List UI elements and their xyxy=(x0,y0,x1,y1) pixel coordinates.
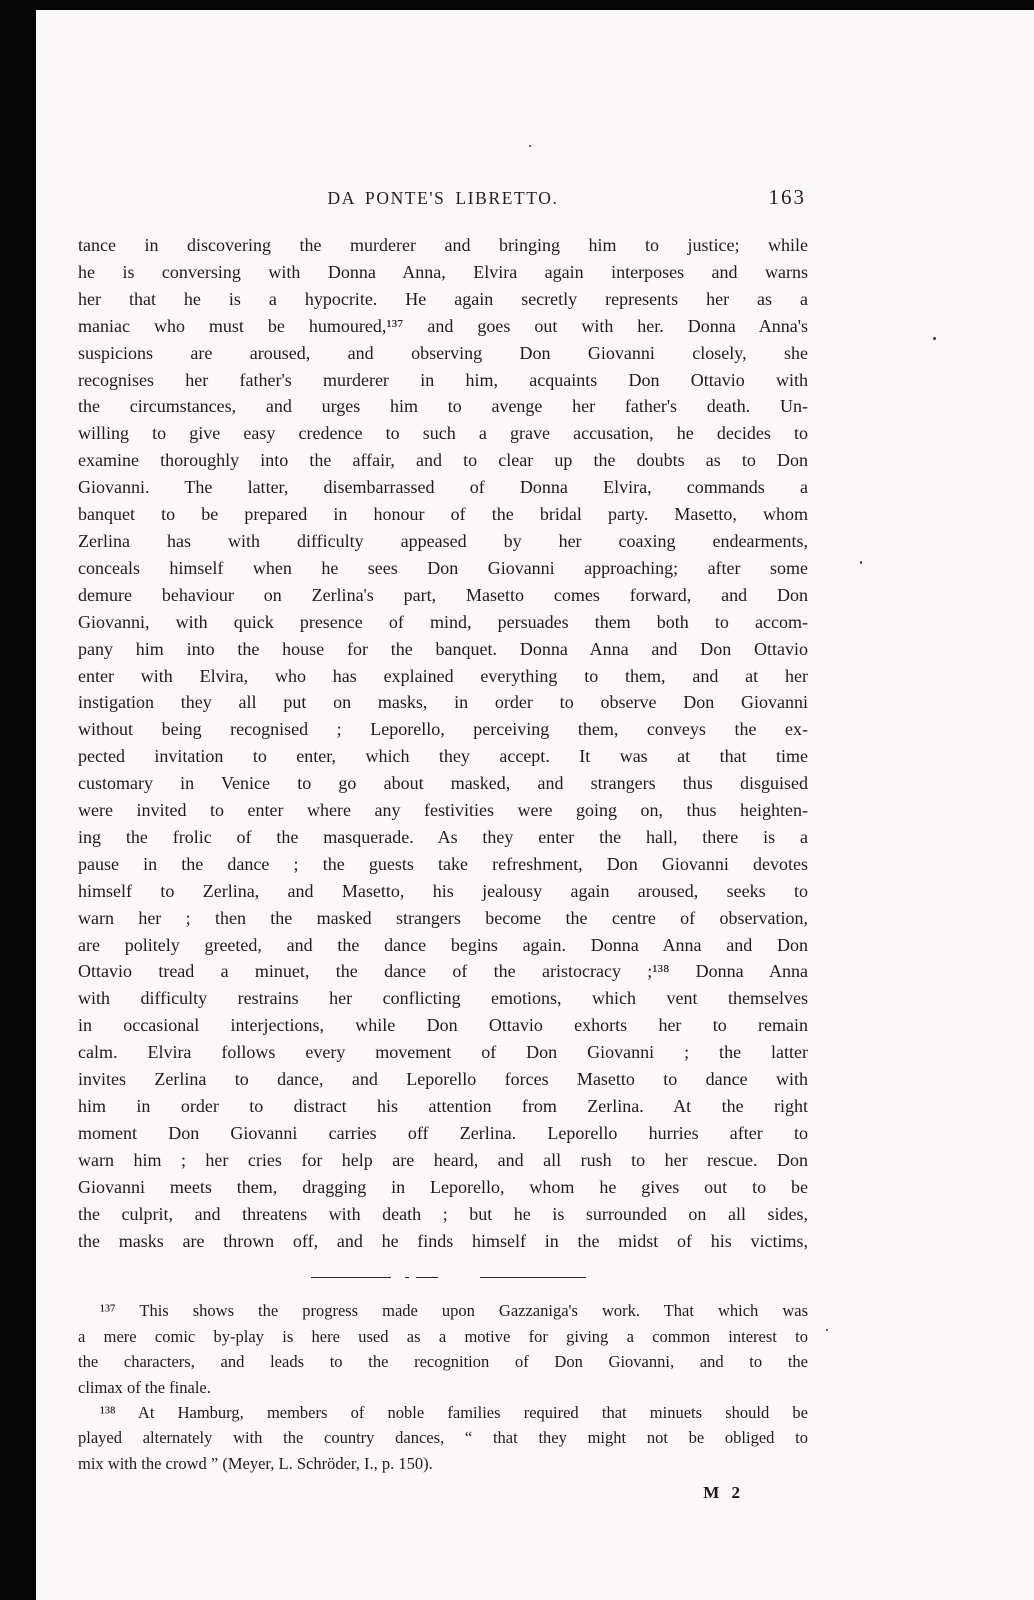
footnote-line: a mere comic by-play is here used as a motive for giving a common interest to xyxy=(78,1326,808,1346)
text-line: her that he is a hypocrite. He again secretly represents her as a xyxy=(78,288,808,309)
page-number: 163 xyxy=(768,185,806,209)
text-line: him in order to distract his attention from Zerlina. At the right xyxy=(78,1096,808,1116)
footnote-line: ¹³⁷ This shows the progress made upon Gazzaniga's work. That which was xyxy=(100,1301,808,1321)
text-line: pany him into the house for the banquet. Donna Anna and Don Ottavio xyxy=(78,638,808,659)
text-line: recognises her father's murderer in him, acquaints Don Ottavio with xyxy=(78,369,808,390)
footnote-1 xyxy=(78,1298,808,1400)
text-line: banquet to be prepared in honour of the bridal party. Masetto, whom xyxy=(78,504,808,525)
book-page xyxy=(78,185,808,1503)
footnote-line: mix with the crowd ” (Meyer, L. Schröder, I., p. 150). xyxy=(78,1453,433,1473)
text-line: Giovanni. The latter, disembarrassed of Donna Elvira, commands a xyxy=(78,477,808,498)
footnote-separator-rule xyxy=(78,1272,808,1282)
text-line: Ottavio tread a minuet, the dance of the aristocracy ;¹³⁸ Donna Anna xyxy=(78,961,808,982)
signature-mark: M 2 xyxy=(703,1483,744,1503)
footnote-line: climax of the finale. xyxy=(78,1377,211,1397)
text-line: Giovanni meets them, dragging in Leporello, whom he gives out to be xyxy=(78,1176,808,1197)
text-line: in occasional interjections, while Don Ottavio exhorts her to remain xyxy=(78,1015,808,1036)
text-line: maniac who must be humoured,¹³⁷ and goes out with her. Donna Anna's xyxy=(78,315,808,336)
text-line: demure behaviour on Zerlina's part, Masetto comes forward, and Don xyxy=(78,584,808,605)
text-line: warn her ; then the masked strangers become the centre of observation, xyxy=(78,907,808,928)
text-line: the masks are thrown off, and he finds himself in the midst of his victims, xyxy=(78,1230,808,1251)
text-line: the circumstances, and urges him to avenge her father's death. Un- xyxy=(78,396,808,417)
text-line: without being recognised ; Leporello, perceiving them, conveys the ex- xyxy=(78,719,808,740)
text-line: calm. Elvira follows every movement of Don Giovanni ; the latter xyxy=(78,1042,808,1063)
text-line: he is conversing with Donna Anna, Elvira again interposes and warns xyxy=(78,261,808,282)
scan-edge-left xyxy=(0,0,36,1600)
text-line: with difficulty restrains her conflicting emotions, which vent themselves xyxy=(78,988,808,1009)
footnote-2 xyxy=(78,1400,808,1476)
text-line: the culprit, and threatens with death ; but he is surrounded on all sides, xyxy=(78,1203,808,1224)
scan-speck xyxy=(933,337,936,340)
footnotes-section xyxy=(78,1298,808,1476)
running-header xyxy=(78,185,808,218)
text-line: instigation they all put on masks, in order to observe Don Giovanni xyxy=(78,692,808,713)
text-line: suspicions are aroused, and observing Don Giovanni closely, she xyxy=(78,342,808,363)
footnote-line: played alternately with the country dances, “ that they might not be obliged to xyxy=(78,1428,808,1448)
text-line: pause in the dance ; the guests take refreshment, Don Giovanni devotes xyxy=(78,853,808,874)
scan-speck xyxy=(860,561,862,564)
text-line: ing the frolic of the masquerade. As they enter the hall, there is a xyxy=(78,826,808,847)
text-line: himself to Zerlina, and Masetto, his jealousy again aroused, seeks to xyxy=(78,880,808,901)
text-line: warn him ; her cries for help are heard, and all rush to her rescue. Don xyxy=(78,1149,808,1170)
text-line: pected invitation to enter, which they accept. It was at that time xyxy=(78,746,808,767)
text-line: are politely greeted, and the dance begins again. Donna Anna and Don xyxy=(78,934,808,955)
text-line: conceals himself when he sees Don Giovanni approaching; after some xyxy=(78,557,808,578)
text-line: tance in discovering the murderer and bringing him to justice; while xyxy=(78,235,808,255)
footnote-line: the characters, and leads to the recognition of Don Giovanni, and to the xyxy=(78,1352,808,1372)
scan-speck xyxy=(826,1329,828,1331)
text-line: invites Zerlina to dance, and Leporello forces Masetto to dance with xyxy=(78,1069,808,1090)
text-line: enter with Elvira, who has explained everything to them, and at her xyxy=(78,665,808,686)
text-line: examine thoroughly into the affair, and to clear up the doubts as to Don xyxy=(78,450,808,471)
text-line: were invited to enter where any festivities were going on, thus heighten- xyxy=(78,800,808,821)
footnote-line: ¹³⁸ At Hamburg, members of noble families required that minuets should be xyxy=(100,1403,808,1423)
scan-edge-top xyxy=(0,0,1034,10)
text-line: willing to give easy credence to such a grave accusation, he decides to xyxy=(78,423,808,444)
text-line: customary in Venice to go about masked, and strangers thus disguised xyxy=(78,773,808,794)
text-line: moment Don Giovanni carries off Zerlina. Leporello hurries after to xyxy=(78,1122,808,1143)
page-title: DA PONTE'S LIBRETTO. xyxy=(327,188,559,208)
text-line: Giovanni, with quick presence of mind, persuades them both to accom- xyxy=(78,611,808,632)
scan-speck xyxy=(529,145,531,147)
text-line: Zerlina has with difficulty appeased by her coaxing endearments, xyxy=(78,530,808,551)
main-paragraph xyxy=(78,232,808,1254)
